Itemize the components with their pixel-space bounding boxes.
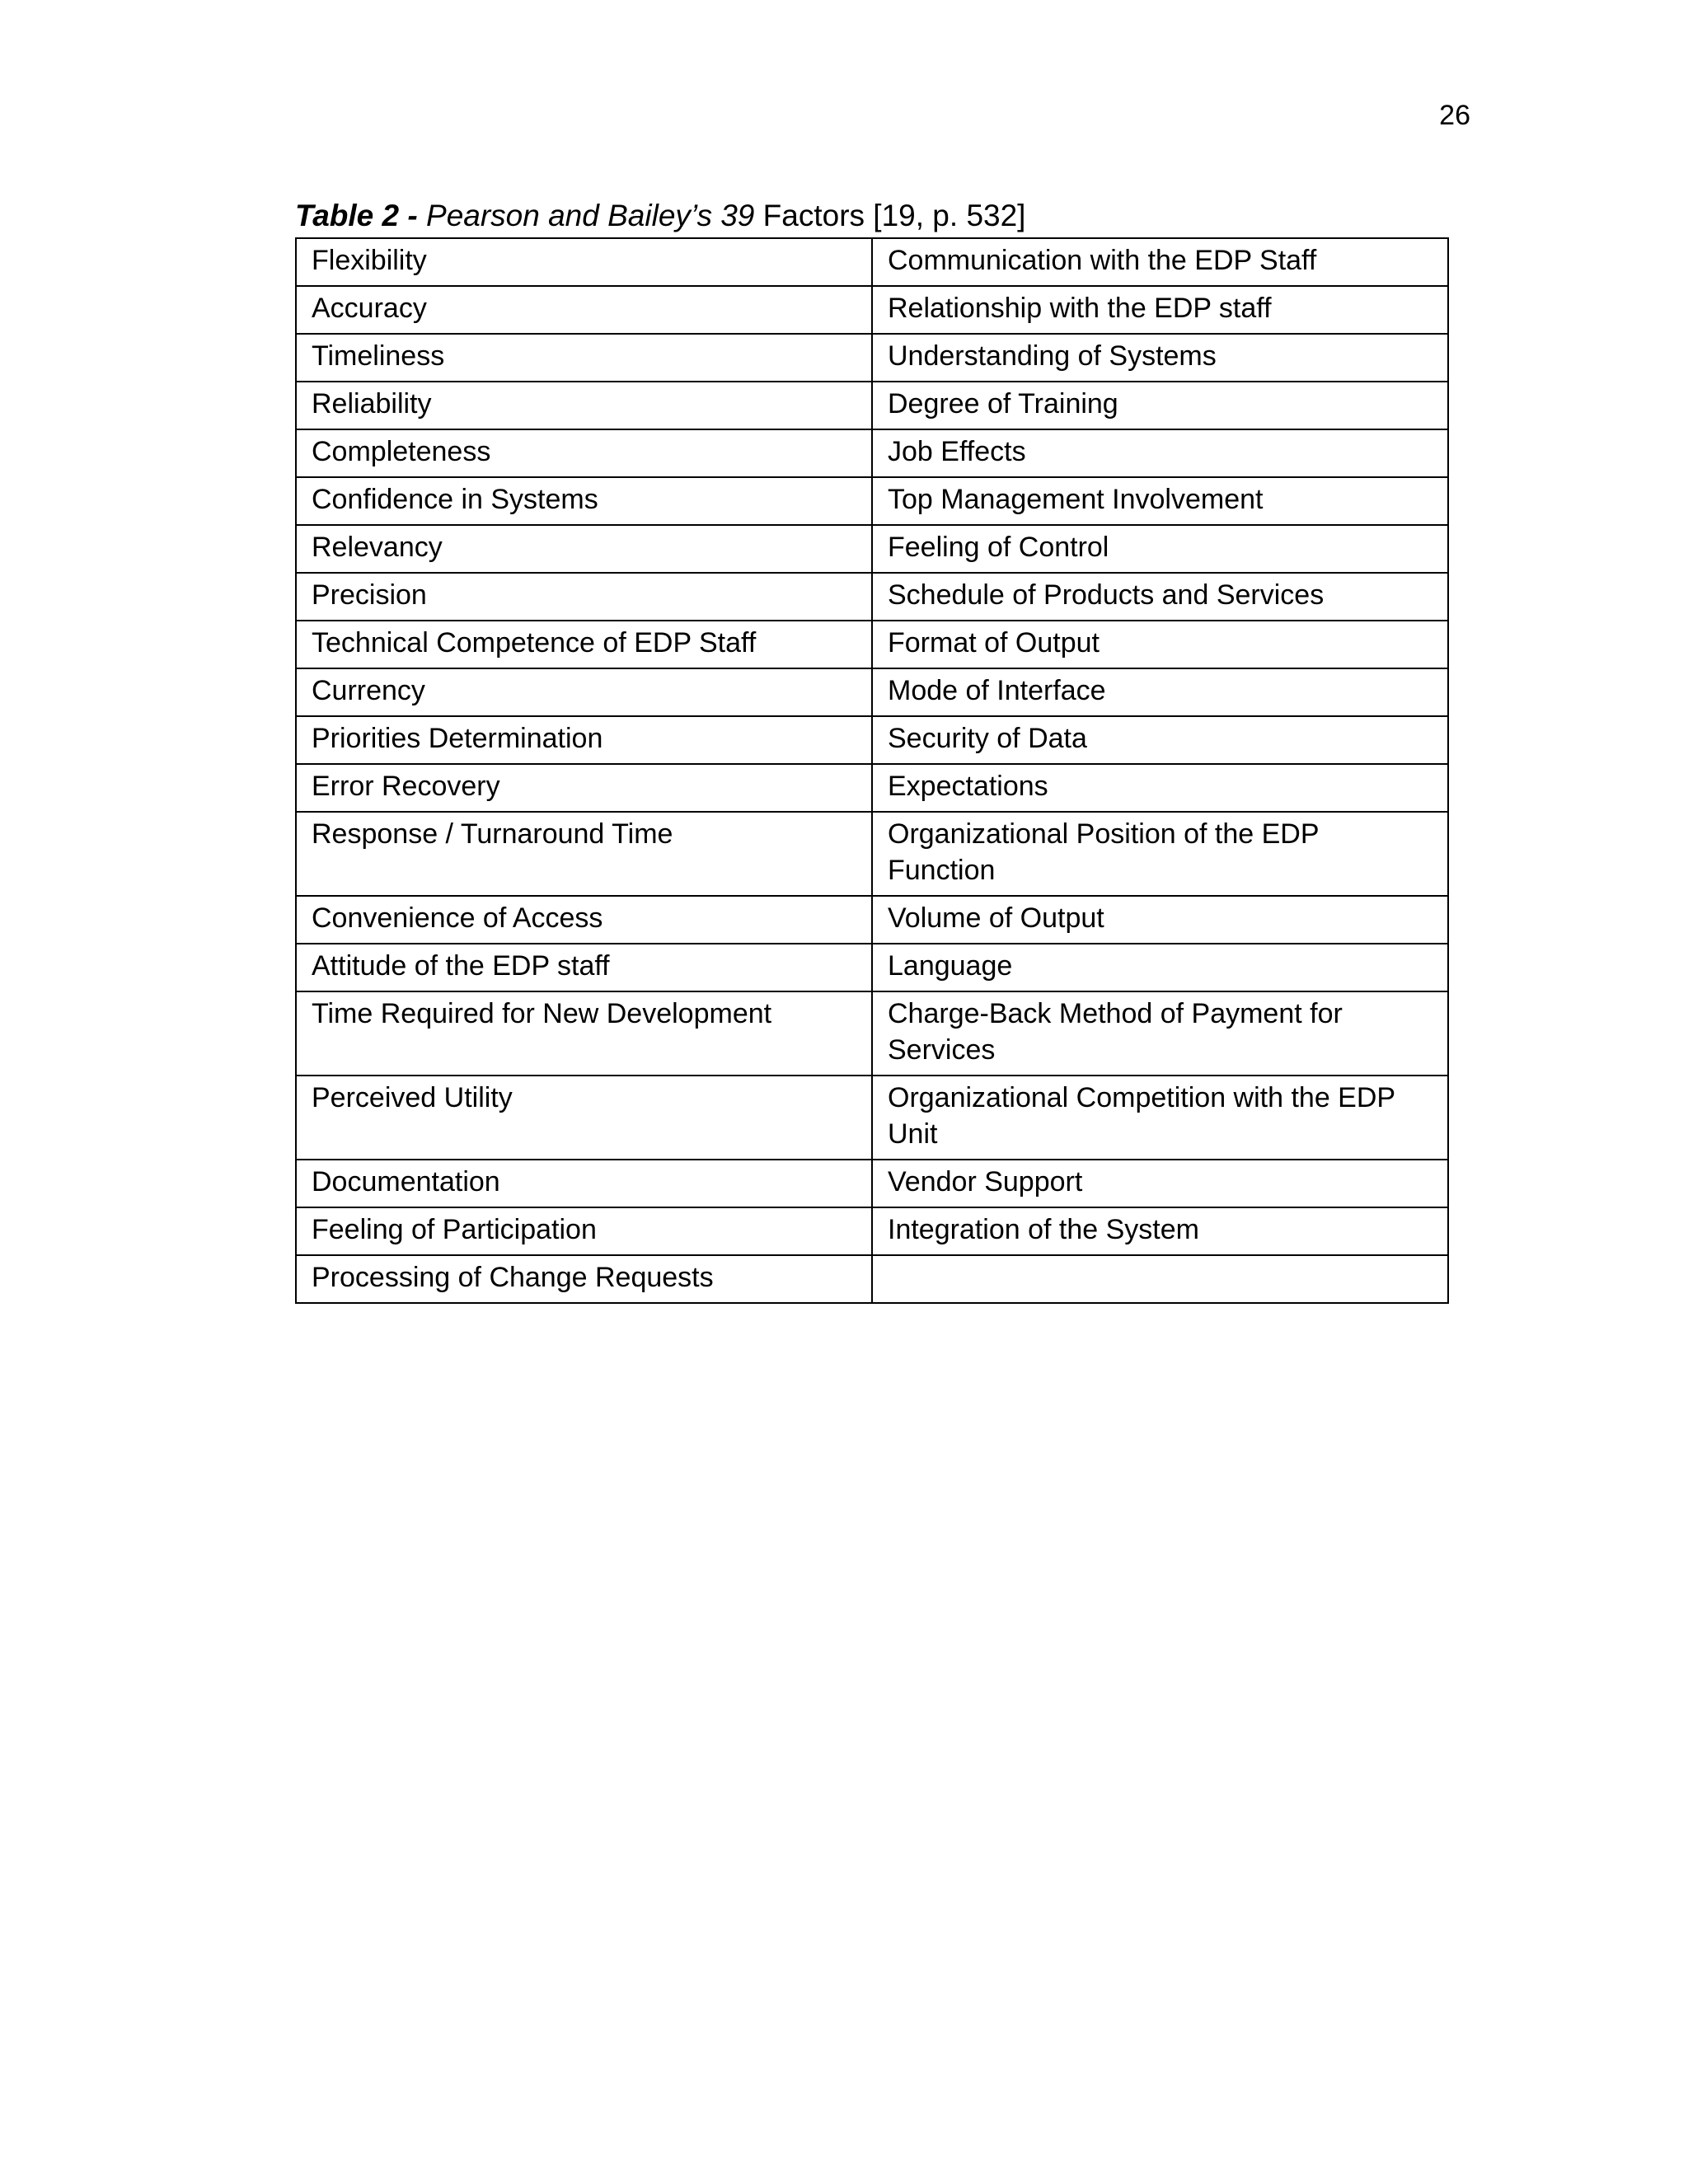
table-cell-left: Accuracy bbox=[296, 286, 872, 334]
table-cell-right: Charge-Back Method of Payment for Services bbox=[872, 991, 1448, 1076]
table-cell-right: Feeling of Control bbox=[872, 525, 1448, 573]
table-cell-right: Relationship with the EDP staff bbox=[872, 286, 1448, 334]
table-cell-left: Relevancy bbox=[296, 525, 872, 573]
table-cell-right: Expectations bbox=[872, 764, 1448, 812]
table-cell-right: Schedule of Products and Services bbox=[872, 573, 1448, 621]
table-cell-left: Reliability bbox=[296, 382, 872, 429]
table-row bbox=[296, 991, 1448, 1076]
table-row bbox=[296, 286, 1448, 334]
table-row bbox=[296, 573, 1448, 621]
table-caption bbox=[295, 198, 1025, 234]
table-row bbox=[296, 668, 1448, 716]
table-row bbox=[296, 429, 1448, 477]
table-cell-left: Currency bbox=[296, 668, 872, 716]
table-row bbox=[296, 764, 1448, 812]
table-row bbox=[296, 812, 1448, 896]
table-row bbox=[296, 477, 1448, 525]
table-cell-right: Volume of Output bbox=[872, 896, 1448, 944]
table-cell-right: Communication with the EDP Staff bbox=[872, 238, 1448, 286]
table-cell-left: Precision bbox=[296, 573, 872, 621]
table-row bbox=[296, 944, 1448, 991]
table-cell-right: Organizational Position of the EDP Function bbox=[872, 812, 1448, 896]
table-row bbox=[296, 525, 1448, 573]
table-cell-left: Feeling of Participation bbox=[296, 1207, 872, 1255]
table-cell-right: Job Effects bbox=[872, 429, 1448, 477]
table-cell-right: Top Management Involvement bbox=[872, 477, 1448, 525]
table-cell-left: Documentation bbox=[296, 1160, 872, 1207]
factors-table bbox=[295, 237, 1449, 1304]
table-row bbox=[296, 896, 1448, 944]
table-cell-left: Time Required for New Development bbox=[296, 991, 872, 1076]
table-row bbox=[296, 716, 1448, 764]
table-cell-left: Convenience of Access bbox=[296, 896, 872, 944]
table-row bbox=[296, 1207, 1448, 1255]
table-cell-left: Error Recovery bbox=[296, 764, 872, 812]
table-cell-right: Understanding of Systems bbox=[872, 334, 1448, 382]
table-cell-right: Language bbox=[872, 944, 1448, 991]
table-cell-left: Flexibility bbox=[296, 238, 872, 286]
table-caption-title-italic: Pearson and Bailey’s 39 bbox=[426, 199, 755, 232]
table-row bbox=[296, 1076, 1448, 1160]
table-cell-left: Completeness bbox=[296, 429, 872, 477]
table-cell-right: Degree of Training bbox=[872, 382, 1448, 429]
table-caption-label: Table 2 - bbox=[295, 199, 418, 232]
table-cell-left: Priorities Determination bbox=[296, 716, 872, 764]
table-cell-right: Mode of Interface bbox=[872, 668, 1448, 716]
table-cell-left: Timeliness bbox=[296, 334, 872, 382]
table-row bbox=[296, 238, 1448, 286]
table-row bbox=[296, 1255, 1448, 1303]
table-cell-right: Vendor Support bbox=[872, 1160, 1448, 1207]
table-row bbox=[296, 621, 1448, 668]
table-cell-right bbox=[872, 1255, 1448, 1303]
table-cell-right: Integration of the System bbox=[872, 1207, 1448, 1255]
table-cell-left: Confidence in Systems bbox=[296, 477, 872, 525]
table-cell-left: Response / Turnaround Time bbox=[296, 812, 872, 896]
page-number: 26 bbox=[1439, 100, 1470, 131]
table-row bbox=[296, 334, 1448, 382]
table-cell-left: Technical Competence of EDP Staff bbox=[296, 621, 872, 668]
table-cell-right: Format of Output bbox=[872, 621, 1448, 668]
table-row bbox=[296, 1160, 1448, 1207]
table-cell-right: Organizational Competition with the EDP Unit bbox=[872, 1076, 1448, 1160]
table-caption-title-rest: Factors [19, p. 532] bbox=[762, 199, 1026, 232]
table-row bbox=[296, 382, 1448, 429]
table-cell-left: Attitude of the EDP staff bbox=[296, 944, 872, 991]
table-cell-left: Perceived Utility bbox=[296, 1076, 872, 1160]
table-cell-left: Processing of Change Requests bbox=[296, 1255, 872, 1303]
table-cell-right: Security of Data bbox=[872, 716, 1448, 764]
